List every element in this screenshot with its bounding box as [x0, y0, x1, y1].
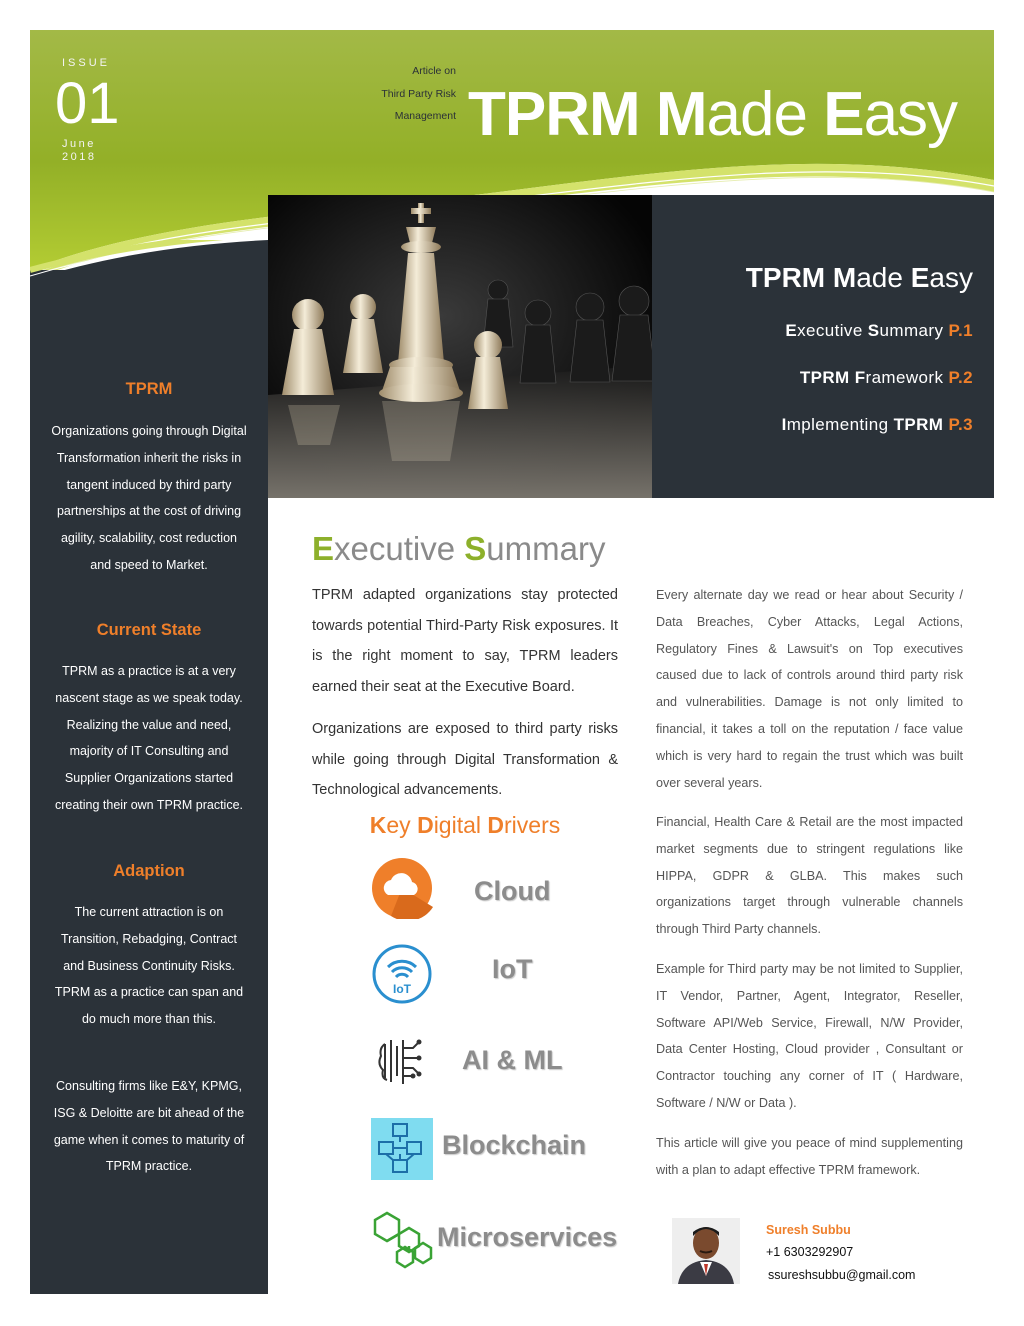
ai-brain-icon [371, 1030, 433, 1092]
sidebar-wave [30, 240, 268, 290]
driver-label-ai-ml: AI & ML [462, 1045, 563, 1075]
article-line: Management [394, 110, 456, 122]
cloud-icon [371, 857, 433, 919]
summary-paragraph: Example for Third party may be not limited to Supplier, IT Vendor, Partner, Agent, Integrator, Reseller, Software API/Web Service, Firewall, N/W Provider, Data Center Hosting, Cloud provider , Consultant or Contractor touching any corner of IT ( Hardware, Software / N/W or Data ). [656, 962, 963, 1110]
sidebar-text-adaption: The current attraction is on Transition, Rebadging, Contract and Business Continuity Risks. TPRM as a practice can span and do much more than this. [54, 905, 244, 1027]
author-name: Suresh Subbu [766, 1223, 851, 1237]
iot-icon [371, 943, 433, 1005]
issue-month: June [62, 138, 96, 150]
toc-title: TPRM Made Easy [745, 262, 973, 293]
sidebar-heading-adaption: Adaption [113, 862, 185, 880]
author-phone: +1 6303292907 [766, 1245, 854, 1259]
sidebar-heading-current-state: Current State [96, 621, 202, 639]
author-email-link[interactable]: ssureshsubbu@gmail.com [768, 1268, 916, 1282]
sidebar-text-consulting: Consulting firms like E&Y, KPMG, ISG & Deloitte are bit ahead of the game when it comes to maturity of TPRM practice. [53, 1079, 245, 1174]
article-description [360, 60, 456, 128]
sidebar-text-tprm: Organizations going through Digital Transformation inherit the risks in tangent induced by third party partnerships at the cost of driving agility, scalability, cost reduction and speed to Market. [51, 424, 247, 572]
sidebar-heading-tprm: TPRM [125, 380, 173, 398]
author-avatar [672, 1218, 740, 1284]
key-digital-drivers-heading: Key Digital Drivers [369, 812, 561, 838]
blockchain-icon [371, 1118, 433, 1180]
driver-label-microservices: Microservices [437, 1222, 618, 1252]
summary-paragraph: This article will give you peace of mind supplementing with a plan to adapt effective TPRM framework. [656, 1136, 963, 1177]
summary-paragraph: TPRM adapted organizations stay protected towards potential Third-Party Risk exposures. It is the right moment to say, TPRM leaders earned their seat at the Executive Board. [312, 587, 618, 695]
summary-paragraph: Every alternate day we read or hear about Security / Data Breaches, Cyber Attacks, Legal Actions, Regulatory Fines & Lawsuit's on Top executives caused due to lack of controls around third party risk and vulnerabilities. Damage is not only limited to financial, it takes a toll on the reputation / face value which is very hard to regain the trust which was built over several years. [656, 588, 963, 790]
driver-label-cloud: Cloud [474, 876, 551, 906]
issue-date [62, 138, 122, 164]
newsletter-title: TPRM Made Easy [468, 80, 958, 149]
summary-paragraph: Organizations are exposed to third party risks while going through Digital Transformation & Technological advancements. [312, 721, 618, 798]
issue-label: ISSUE [62, 57, 111, 69]
executive-summary-heading: Executive Summary [312, 530, 606, 567]
toc-panel [652, 195, 994, 498]
toc-item-executive-summary[interactable]: Executive Summary P.1 [785, 321, 973, 340]
article-line: Article on [412, 65, 456, 77]
issue-year: 2018 [62, 151, 97, 163]
sidebar-text-current-state: TPRM as a practice is at a very nascent stage as we speak today. Realizing the value and need, majority of IT Consulting and Supplier Organizations started creating their own TPRM practice. [54, 664, 244, 812]
svg-text:IoT: IoT [393, 982, 411, 996]
driver-label-blockchain: Blockchain [442, 1130, 587, 1160]
toc-item-implementing-tprm[interactable]: Implementing TPRM P.3 [781, 415, 973, 434]
article-line: Third Party Risk [381, 87, 456, 100]
toc-item-tprm-framework[interactable]: TPRM Framework P.2 [799, 368, 973, 387]
chess-king-photo [268, 195, 652, 498]
issue-number: 01 [55, 71, 120, 136]
microservices-icon [371, 1208, 433, 1270]
summary-paragraph: Financial, Health Care & Retail are the most impacted market segments due to stringent regulations like HIPPA, GDPR & GLBA. This makes such organizations target through vulnerable channels through Third Party channels. [656, 815, 963, 937]
driver-label-iot: IoT [492, 954, 533, 984]
